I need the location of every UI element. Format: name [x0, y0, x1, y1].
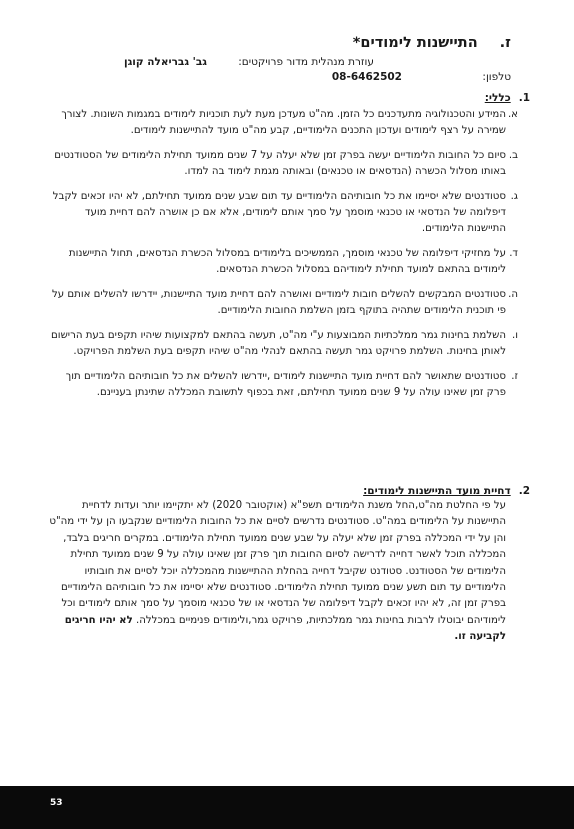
list-item: [51, 246, 518, 278]
manager-label: עוזרת מנהלית מדור פרויקטים:: [238, 56, 374, 68]
section-heading: [353, 35, 511, 51]
list-item-letter: ד.: [509, 247, 518, 259]
list-item-letter: ג.: [510, 190, 518, 202]
list-item-text: סטודנטים המבקשים להשלים חובות לימודיים ואושרה להם דחיית מועד התיישנות, יידרשו להשלים אותם על פי תוכנית הלימודים שתהיה בתוקף בזמן השלמת החובות הלימודיים.: [51, 288, 506, 317]
list-item: [51, 287, 518, 319]
phone-label: טלפון:: [482, 71, 511, 83]
list-item-letter: ה.: [508, 288, 518, 300]
section-title: התיישנות לימודים*: [352, 35, 478, 51]
list-item-text: סטודנטים שלא יסיימו את כל חובותיהם הלימודיים עד תום שבע שנים ממועד תחילתם, לא יהיו זכאים לקבל דיפלומה של הנדסאי או טכנאי מוסמך על סמך אותם לימודים, אלא אם כן אושרה להם דחיית מועד התיישנות הלימודים.: [52, 190, 506, 235]
list-item: [51, 328, 518, 360]
list-item: [51, 369, 518, 401]
general-number: 1.: [518, 92, 530, 104]
footer-bar: [0, 786, 574, 829]
general-title: כללי:: [484, 92, 511, 104]
list-item-letter: ז.: [511, 370, 518, 382]
general-heading: [485, 92, 530, 104]
list-item-letter: ב.: [508, 149, 518, 161]
list-item-text: על מחזיקי דיפלומה של טכנאי מוסמך, הממשיכים בלימודים במסלול הכשרת הנדסאים, תחול התיישנות לימודים בהתאם למועד תחילת לימודיהם במסלול הכשרת הנדסאים.: [68, 247, 506, 276]
list-item: [51, 148, 518, 180]
section-number: ז.: [499, 35, 511, 51]
list-item-text: המידע והטכנולוגיה מתעדכנים כל הזמן. מה"ט מעדכן מעת לעת תוכניות לימודים במגמות השונות. לצורך שמירה על רצף לימודים ועדכון התכנים הלימודיים, קבע מה"ט מועד להתיישנות לימודים.: [61, 109, 506, 137]
list-item-text: סטודנטים שתאושר להם דחיית מועד התיישנות לימודים ,יידרשו להשלים את כל חובותיהם הלימודיים תוך פרק זמן שאינו עולה על 9 שנים ממועד תחילתם, זאת בכפוף לתשובת המכללה שתינתן בעניינם.: [65, 370, 506, 398]
deferral-title: דחיית מועד התיישנות לימודים:: [363, 485, 511, 497]
manager-name: גב' גבריאלה קוגן: [124, 56, 207, 68]
deferral-emphasis: לא יהיו חריגים לקביעה זו.: [64, 614, 506, 643]
list-item: [51, 107, 518, 139]
phone-value: 08-6462502: [331, 71, 402, 83]
general-list: [51, 107, 518, 410]
list-item-text: השלמת בחינות גמר ממלכתיות המבוצעות ע"י מה"ט, תעשה בהתאם למקצועות שיהיו תקפים בעת הרישום לאותן בחינות. השלמת פרויקט גמר תעשה בהתאם לנהלי מה"ט שיהיו תקפים בעת השלמת הפרויקט.: [51, 329, 506, 357]
deferral-text: על פי החלטת מה"ט,החל משנת הלימודים תשפ"א (אוקטובר 2020) לא יתקיימו יותר ועדות לדחיית התיישנות על הלימודים במה"ט. סטודנטים נדרשים לסיים את כל החובות הלימודיים שנקבעו הן על ידי מה"ט והן על ידי המכללה בפרק זמן שלא יעלה על שבע שנים ממועד תחילת הלימודים. במקרים חריגים בלבד, המכללה תוכל לאשר דחייה לדרישה לסיום החובות תוך פרק זמן שאינו עולה על 9 שנים ממועד תחילת הלימודים של הסטודנט. סטודנט שקיבל דחייה בהחלת ההתיישנות מהמכללה יוכל לסיים את חובותיו הלימודיים עד תום תשע שנים ממועד תחילת הלימודים. סטודנטים שלא יסיימו את כל חובותיהם הלימודיים בפרק זמן זה, לא יהיו זכאים לקבל דיפלומה של הנדסאי או של טכנאי מוסמך על סמך אותם לימודים וכל לימודיהם יבוטלו לרבות בחינות גמר ממלכתיות, פרויקט גמר,ולימודים פנימיים במכללה.: [49, 500, 506, 626]
page-number: 53: [50, 798, 63, 808]
deferral-heading: [363, 485, 530, 497]
list-item-letter: ו.: [511, 329, 518, 341]
list-item-letter: א.: [507, 109, 518, 120]
list-item-text: סיום כל החובות הלימודיים יעשה בפרק זמן שלא יעלה על 7 שנים ממועד תחילת הלימודים של הסטודנטים באותו מסלול הכשרה (הנדסאים או טכנאים) ובאותה מגמת לימוד בה למדו.: [54, 149, 506, 178]
deferral-paragraph: [46, 498, 506, 646]
list-item: [51, 189, 518, 238]
deferral-number: 2.: [518, 485, 530, 497]
